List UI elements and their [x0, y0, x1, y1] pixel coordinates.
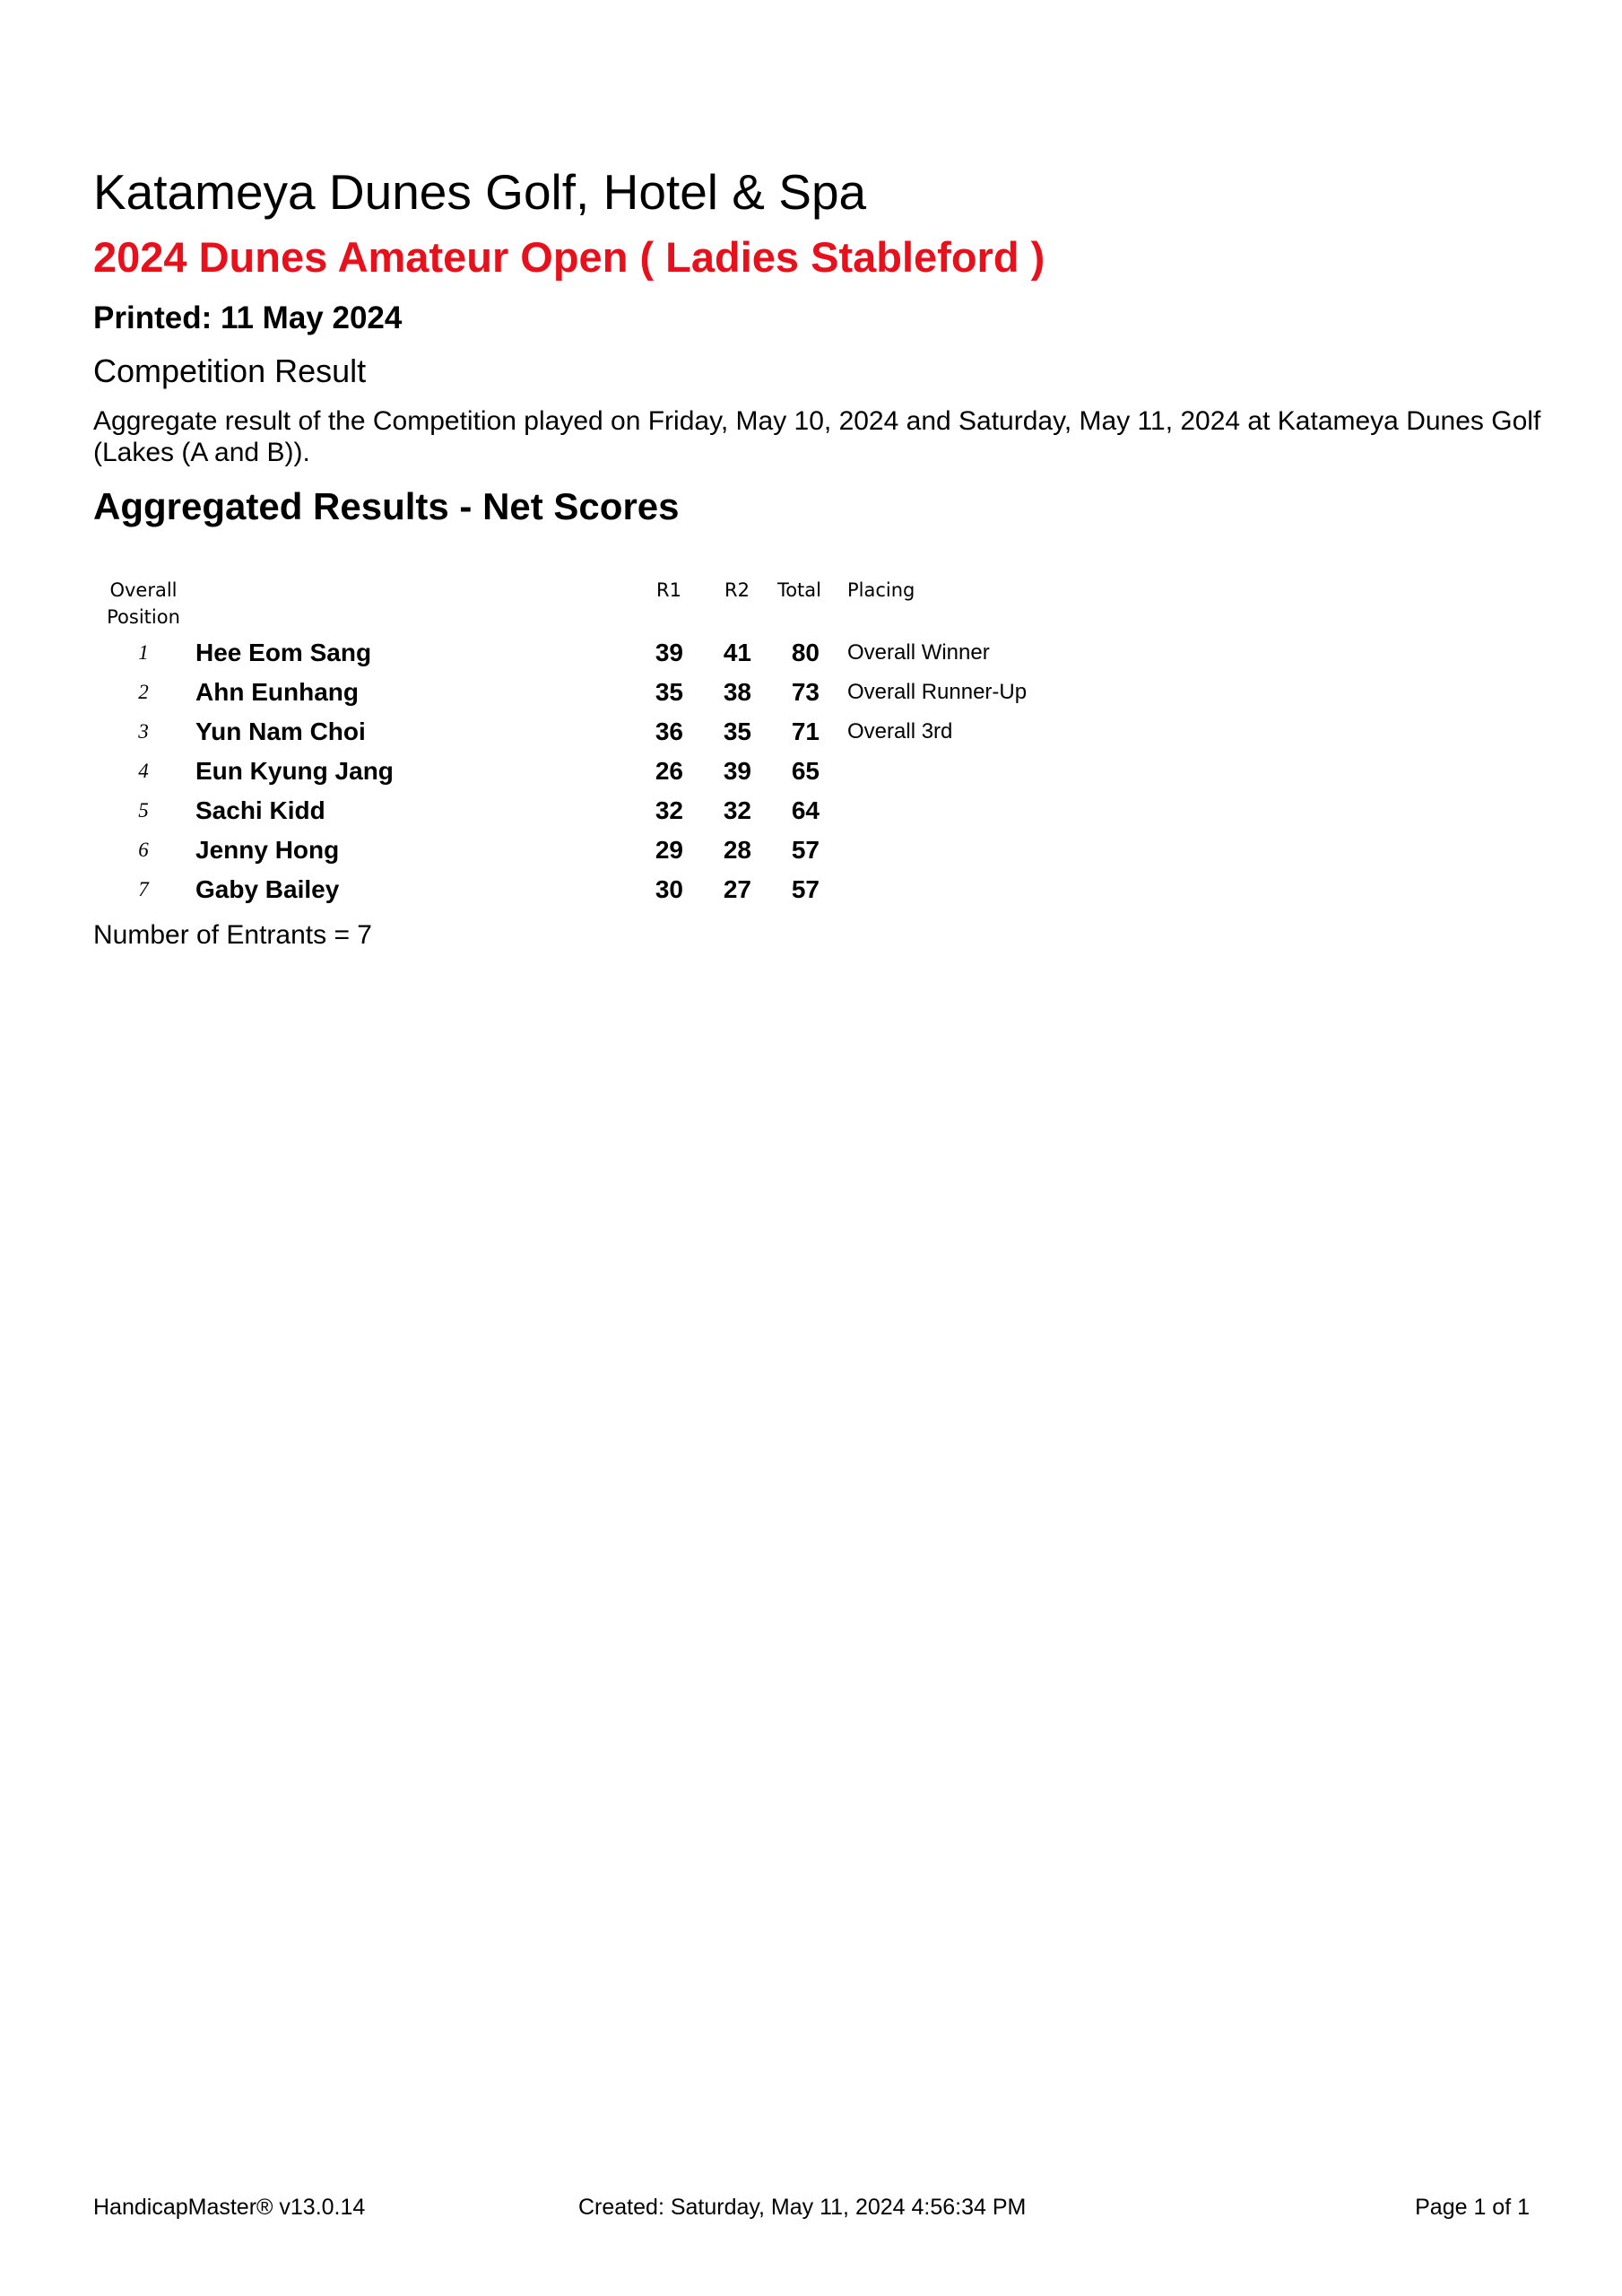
r1-score-cell: 30	[655, 875, 683, 903]
competition-title: 2024 Dunes Amateur Open ( Ladies Stableford )	[93, 233, 1045, 281]
player-name-cell: Yun Nam Choi	[195, 718, 366, 745]
table-row	[0, 831, 1622, 870]
r2-score-cell: 38	[723, 678, 751, 706]
column-header-r1: R1	[656, 579, 681, 601]
total-score-cell: 73	[791, 678, 820, 706]
table-row	[0, 712, 1622, 752]
entrants-count: Number of Entrants = 7	[93, 920, 372, 950]
r1-score-cell: 26	[655, 757, 683, 785]
section-title: Aggregated Results - Net Scores	[93, 485, 680, 527]
placing-cell: Overall Winner	[847, 640, 990, 665]
table-row	[0, 870, 1622, 909]
player-name-cell: Sachi Kidd	[195, 796, 325, 824]
r2-score-cell: 41	[723, 639, 751, 666]
total-score-cell: 57	[791, 836, 820, 864]
player-name-cell: Jenny Hong	[195, 836, 340, 864]
position-cell: 5	[138, 799, 149, 822]
r2-score-cell: 28	[723, 836, 751, 864]
footer-software-version: HandicapMaster® v13.0.14	[93, 2195, 366, 2220]
total-score-cell: 57	[791, 875, 820, 903]
r1-score-cell: 29	[655, 836, 683, 864]
position-cell: 6	[138, 839, 149, 861]
placing-cell: Overall Runner-Up	[847, 680, 1028, 704]
total-score-cell: 64	[791, 796, 820, 824]
position-cell: 2	[138, 681, 149, 703]
r2-score-cell: 35	[723, 718, 751, 745]
placing-cell: Overall 3rd	[847, 719, 953, 744]
player-name-cell: Ahn Eunhang	[195, 678, 359, 706]
footer-created-timestamp: Created: Saturday, May 11, 2024 4:56:34 PM	[578, 2195, 1027, 2220]
club-name: Katameya Dunes Golf, Hotel & Spa	[93, 164, 867, 220]
total-score-cell: 65	[791, 757, 820, 785]
table-row	[0, 752, 1622, 791]
competition-description: Aggregate result of the Competition played on Friday, May 10, 2024 and Saturday, May 11, 2024 at Katameya Dunes Golf (Lakes (A and B)).	[93, 406, 1541, 467]
column-header-position-line2: Position	[107, 606, 180, 628]
r2-score-cell: 39	[723, 757, 751, 785]
printed-date: Printed: 11 May 2024	[93, 300, 403, 335]
r2-score-cell: 27	[723, 875, 751, 903]
player-name-cell: Hee Eom Sang	[195, 639, 372, 666]
r2-score-cell: 32	[723, 796, 751, 824]
position-cell: 4	[138, 760, 149, 782]
total-score-cell: 80	[791, 639, 820, 666]
results-table	[0, 633, 1622, 909]
position-cell: 7	[138, 878, 149, 900]
r1-score-cell: 32	[655, 796, 683, 824]
r1-score-cell: 35	[655, 678, 683, 706]
player-name-cell: Eun Kyung Jang	[195, 757, 394, 785]
r1-score-cell: 36	[655, 718, 683, 745]
column-header-position-line1: Overall	[109, 579, 178, 601]
column-header-position	[90, 577, 197, 631]
table-row	[0, 791, 1622, 831]
column-header-total: Total	[776, 579, 821, 601]
position-cell: 1	[138, 641, 149, 664]
column-header-r2: R2	[724, 579, 750, 601]
player-name-cell: Gaby Bailey	[195, 875, 340, 903]
table-row	[0, 633, 1622, 673]
column-header-placing: Placing	[847, 579, 915, 601]
table-row	[0, 673, 1622, 712]
position-cell: 3	[138, 720, 149, 743]
r1-score-cell: 39	[655, 639, 683, 666]
footer-page-number: Page 1 of 1	[1415, 2195, 1530, 2220]
total-score-cell: 71	[791, 718, 820, 745]
result-type: Competition Result	[93, 352, 367, 389]
